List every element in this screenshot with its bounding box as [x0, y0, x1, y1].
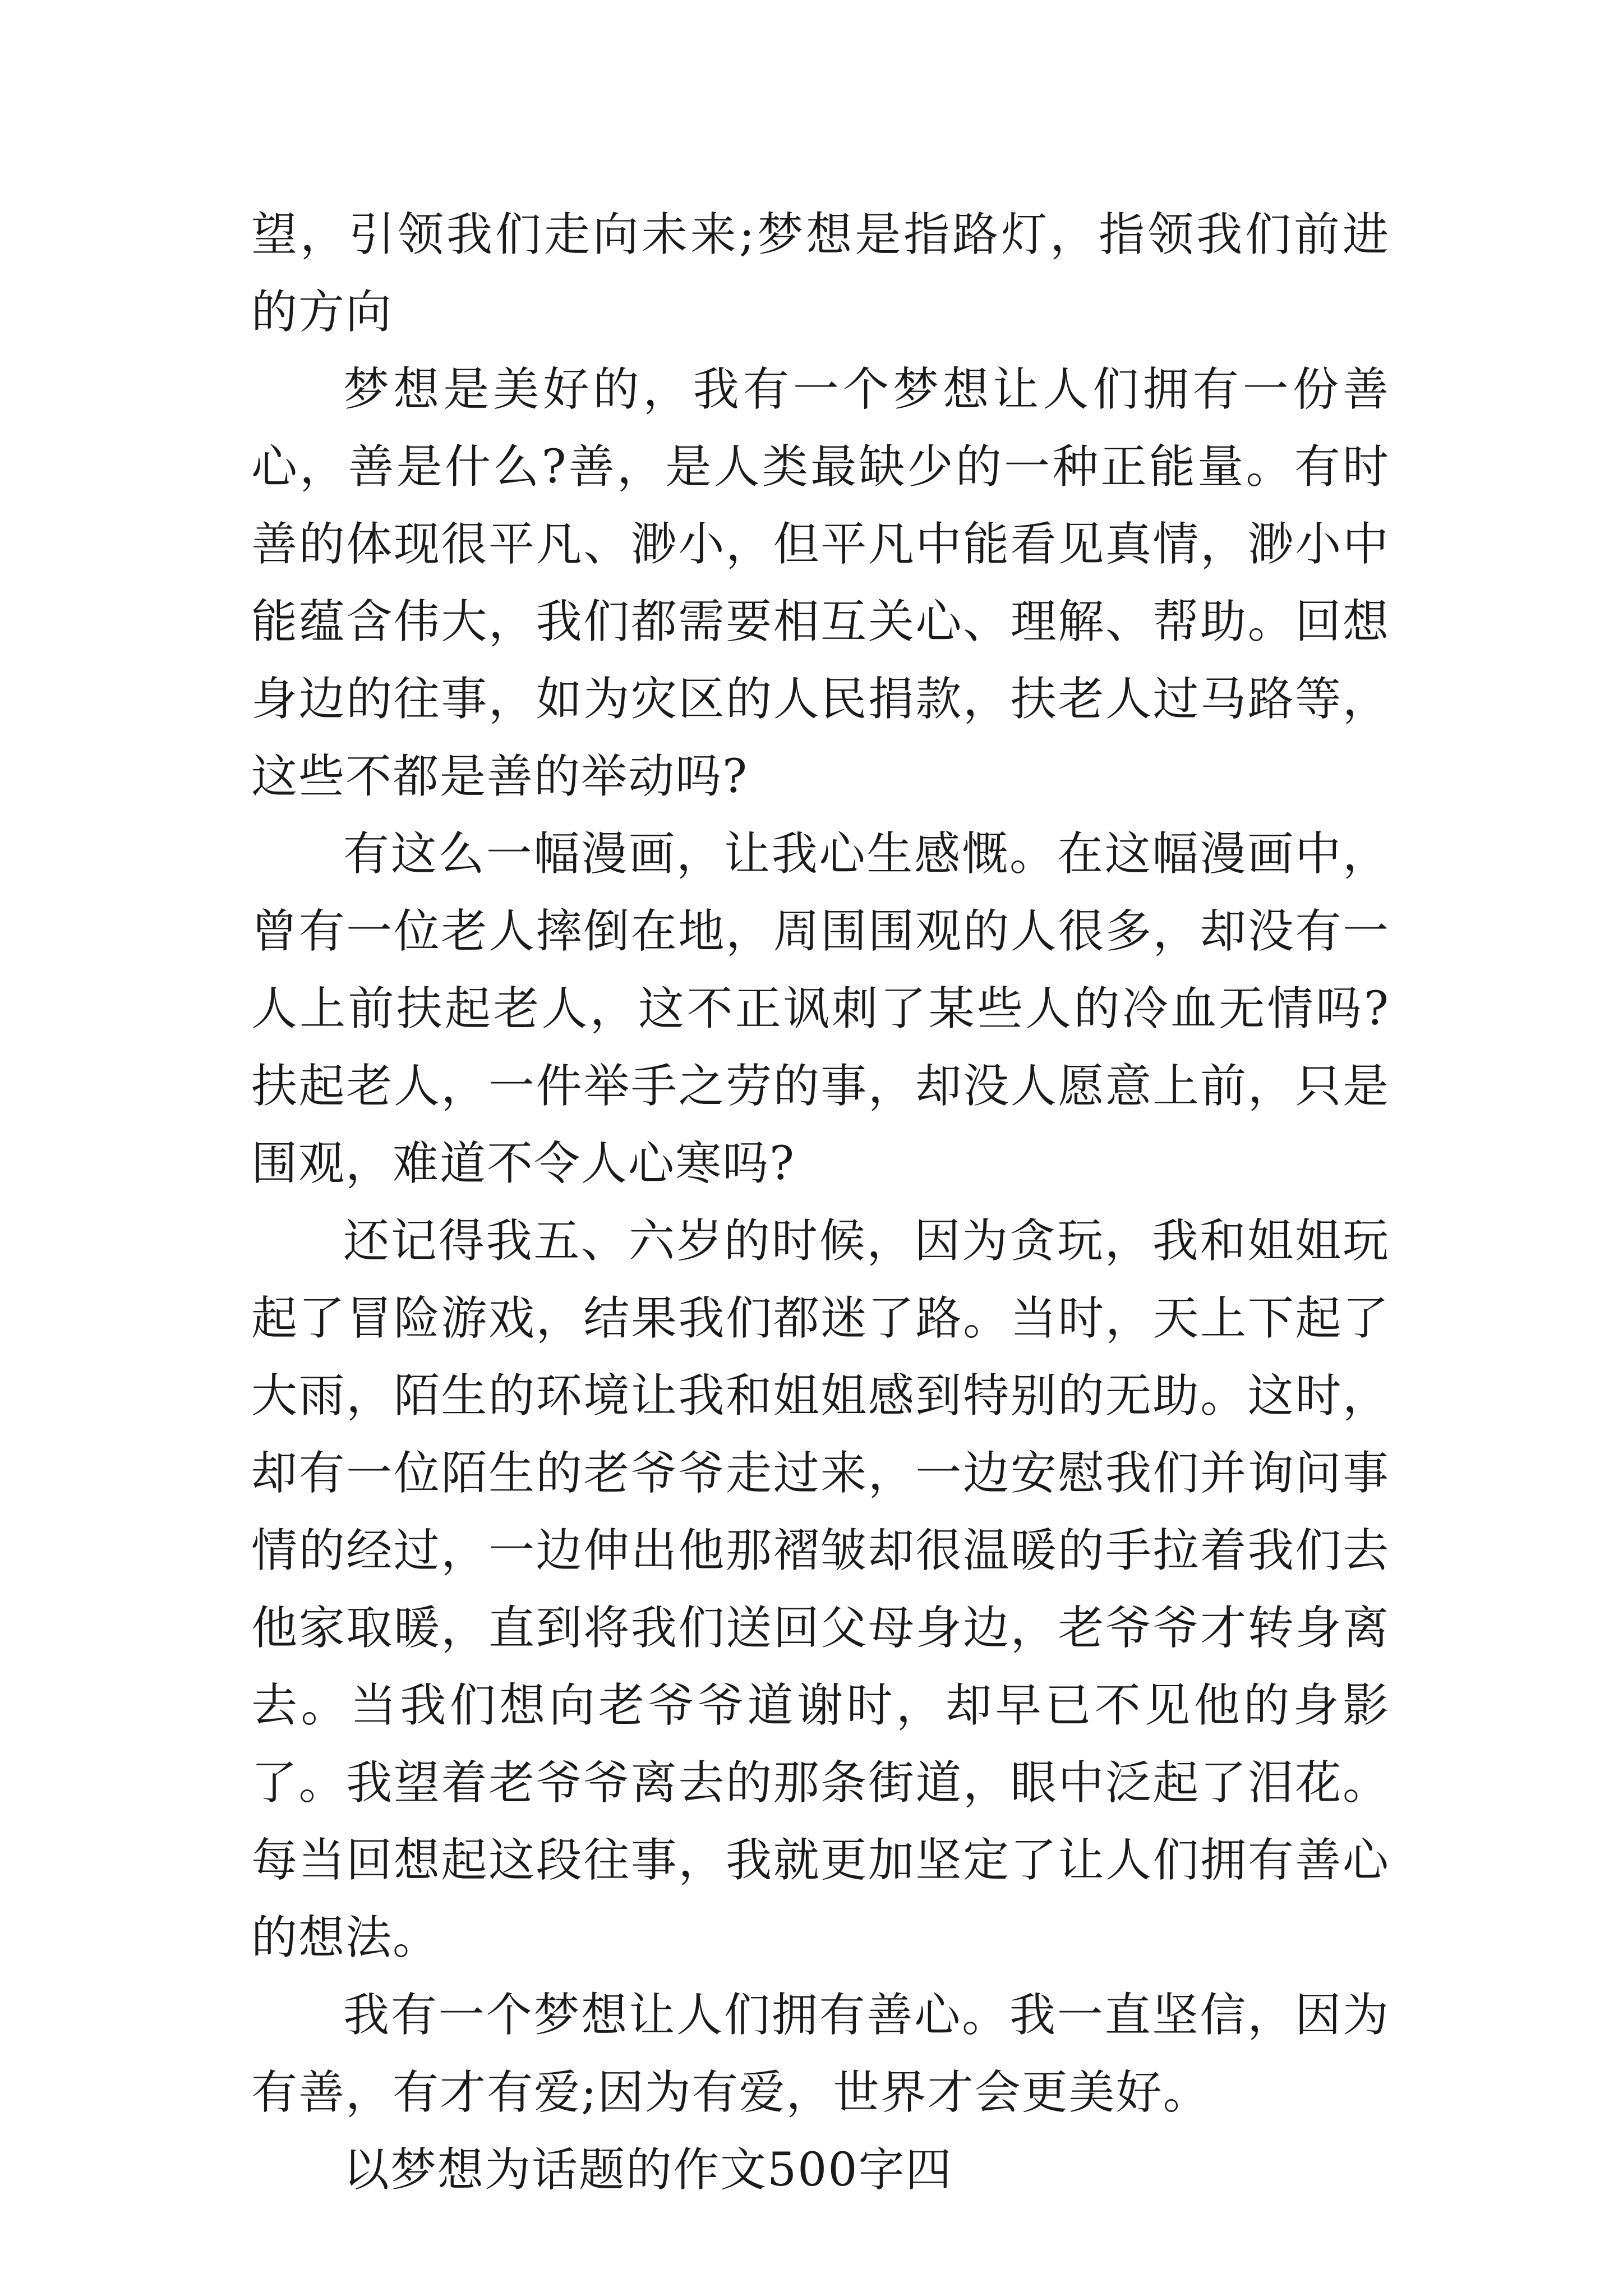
next-essay-title: 以梦想为话题的作文500字四 — [343, 2143, 953, 2197]
paragraph-kindness: 梦想是美好的，我有一个梦想让人们拥有一份善心，善是什么?善，是人类最缺少的一种正能量。有时善的体现很平凡、渺小，但平凡中能看见真情，渺小中能蕴含伟大，我们都需要相互关心、理解、帮助。回想身边的往事，如为灾区的人民捐款，扶老人过马路等，这些不都是善的举动吗? — [251, 363, 1390, 803]
document-body — [251, 196, 1390, 2209]
paragraph-conclusion: 我有一个梦想让人们拥有善心。我一直坚信，因为有善，有才有爱;因为有爱，世界才会更美好。 — [251, 1989, 1390, 2119]
paragraph-memory: 还记得我五、六岁的时候，因为贪玩，我和姐姐玩起了冒险游戏，结果我们都迷了路。当时，天上下起了大雨，陌生的环境让我和姐姐感到特别的无助。这时，却有一位陌生的老爷爷走过来，一边安慰我们并询问事情的经过，一边伸出他那褶皱却很温暖的手拉着我们去他家取暖，直到将我们送回父母身边，老爷爷才转身离去。当我们想向老爷爷道谢时，却早已不见他的身影了。我望着老爷爷离去的那条街道，眼中泛起了泪花。每当回想起这段往事，我就更加坚定了让人们拥有善心的想法。 — [251, 1214, 1390, 1964]
paragraph-comic: 有这么一幅漫画，让我心生感慨。在这幅漫画中，曾有一位老人摔倒在地，周围围观的人很多，却没有一人上前扶起老人，这不正讽刺了某些人的冷血无情吗?扶起老人，一件举手之劳的事，却没人愿意上前，只是围观，难道不令人心寒吗? — [251, 827, 1390, 1190]
paragraph-continuation: 望，引领我们走向未来;梦想是指路灯，指领我们前进的方向 — [251, 208, 1390, 339]
